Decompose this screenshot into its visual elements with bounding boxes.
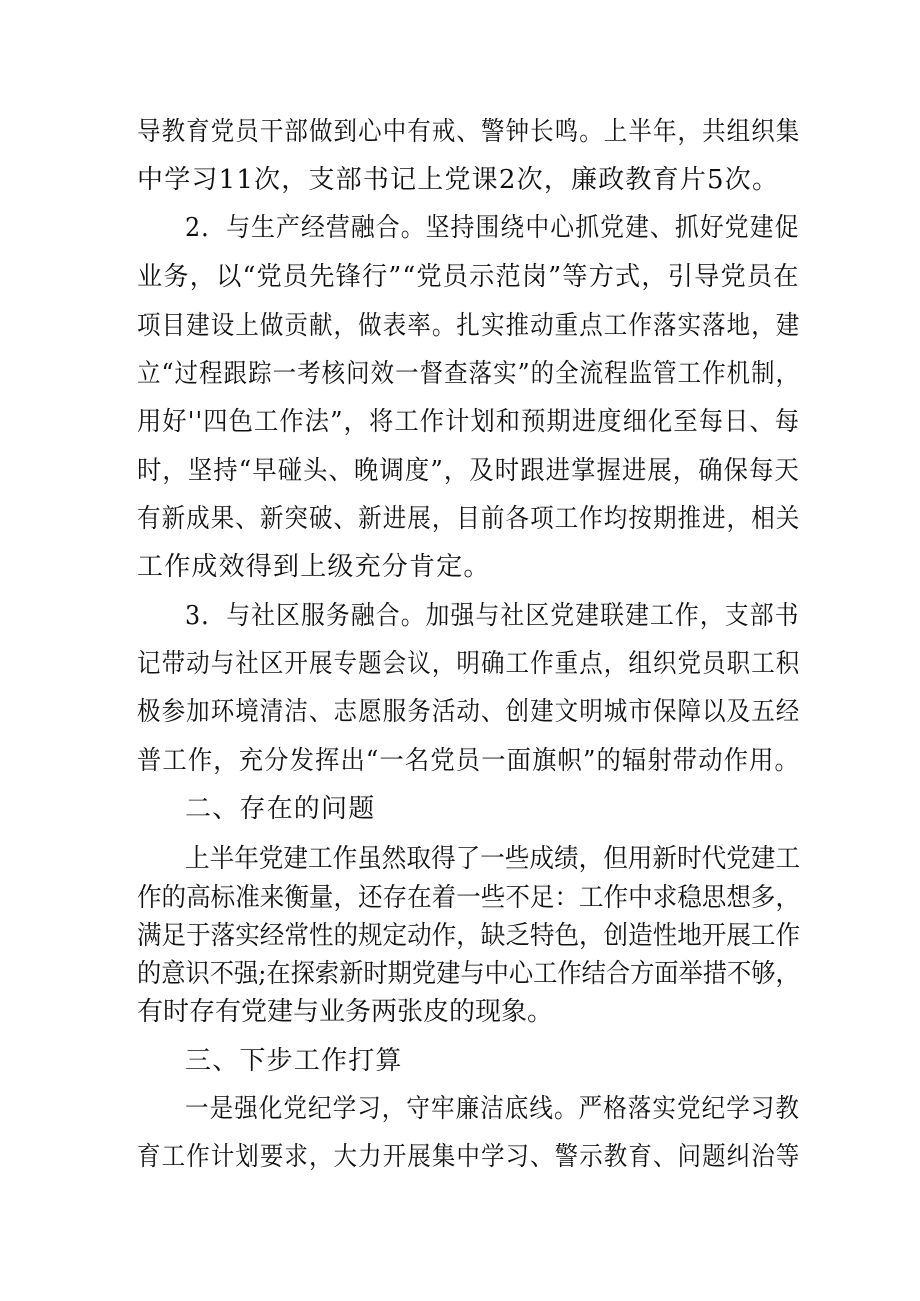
paragraph-line: 的意识不强;在探索新时期党建与中心工作结合方面举措不够，	[137, 959, 800, 989]
paragraph-line: 普工作，充分发挥出“一名党员一面旗帜”的辐射带动作用。	[137, 746, 800, 776]
paragraph-line: 育工作计划要求，大力开展集中学习、警示教育、问题纠治等	[137, 1142, 801, 1172]
paragraph-line: 上半年党建工作虽然取得了一些成绩，但用新时代党建工	[185, 844, 801, 874]
paragraph-line: 记带动与社区开展专题会议，明确工作重点，组织党员职工积	[137, 649, 801, 679]
paragraph-line: 极参加环境清洁、志愿服务活动、创建文明城市保障以及五经	[137, 697, 801, 727]
paragraph-line: 用好''四色工作法”，将工作计划和预期进度细化至每日、每	[137, 407, 801, 437]
paragraph-line: 中学习11次，支部书记上党课2次，廉政教育片5次。	[137, 165, 780, 195]
paragraph-line: 项目建设上做贡献，做表率。扎实推动重点工作落实落地，建	[137, 311, 801, 341]
paragraph-line: 2．与生产经营融合。坚持围绕中心抓党建、抓好党建促	[185, 213, 800, 243]
paragraph-line: 时，坚持“早碰头、晚调度”，及时跟进掌握进展，确保每天	[137, 456, 800, 486]
section-heading: 二、存在的问题	[185, 794, 376, 824]
paragraph-line: 一是强化党纪学习，守牢廉洁底线。严格落实党纪学习教	[185, 1094, 801, 1124]
paragraph-line: 业务，以“党员先锋行”“党员示范岗”等方式，引导党员在	[137, 262, 800, 292]
paragraph-line: 导教育党员干部做到心中有戒、警钟长鸣。上半年，共组织集	[137, 117, 801, 147]
paragraph-line: 立“过程跟踪一考核问效一督查落实”的全流程监管工作机制，	[137, 359, 801, 389]
paragraph-line: 3．与社区服务融合。加强与社区党建联建工作，支部书	[185, 601, 800, 631]
paragraph-line: 有新成果、新突破、新进展，目前各项工作均按期推进，相关	[137, 504, 801, 534]
paragraph-line: 有时存有党建与业务两张皮的现象。	[137, 997, 554, 1027]
paragraph-line: 满足于落实经常性的规定动作，缺乏特色，创造性地开展工作	[137, 921, 801, 951]
paragraph-line: 作的高标准来衡量，还存在着一些不足：工作中求稳思想多，	[137, 883, 801, 913]
paragraph-line: 工作成效得到上级充分肯定。	[137, 552, 491, 582]
section-heading: 三、下步工作打算	[185, 1046, 403, 1076]
